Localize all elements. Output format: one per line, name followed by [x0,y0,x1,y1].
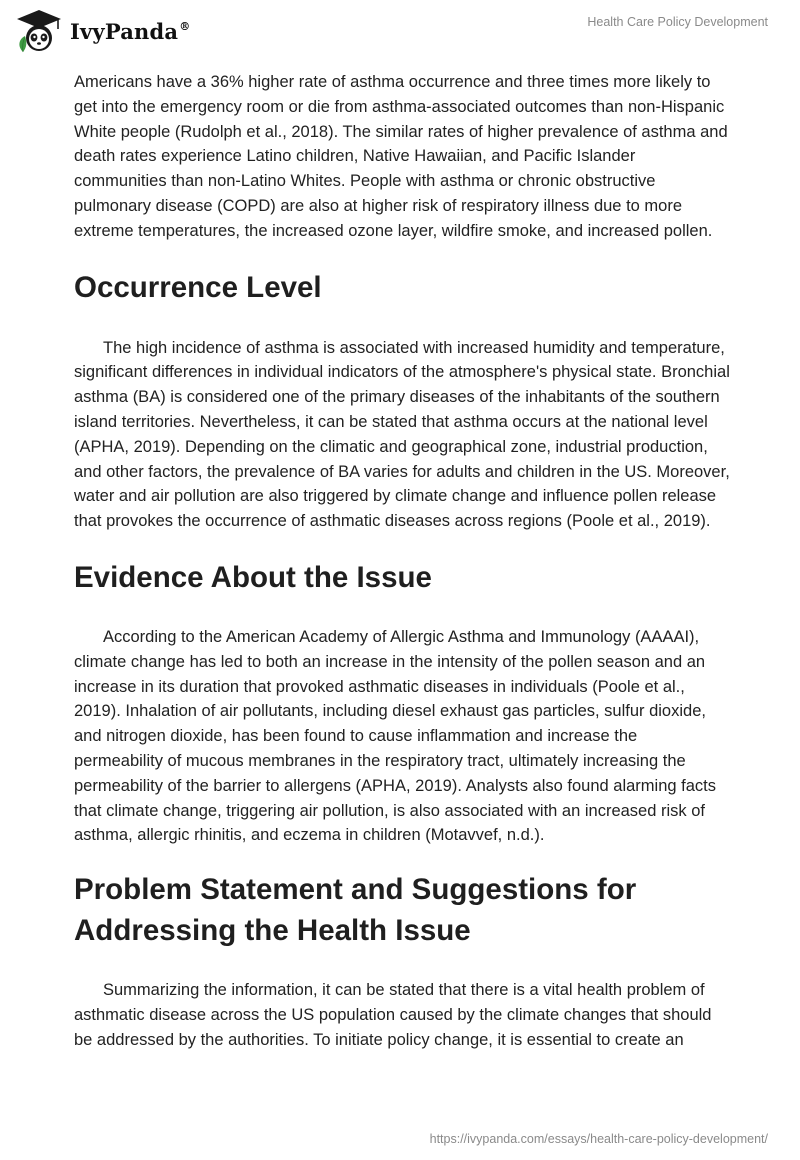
ivypanda-logo[interactable] [14,9,190,53]
heading-problem-statement: Problem Statement and Suggestions for Addressing the Health Issue [74,873,637,948]
registered-mark: ® [179,19,191,33]
brand-name-text: IvyPanda [70,18,179,44]
heading-occurrence-level: Occurrence Level [74,270,322,304]
paragraph-problem-statement: Summarizing the information, it can be stated that there is a vital health problem of asthmatic disease across the US population caused by the climate changes that should be addressed by the authorities. To initiate policy change, it is essential to create an [74,981,712,1049]
intro-paragraph: Americans have a 36% higher rate of asthma occurrence and three times more likely to get into the emergency room or die from asthma-associated outcomes than non-Hispanic White people (Rudolph et al., 2018). The similar rates of higher prevalence of asthma and death rates experience Latino children, Native Hawaiian, and Pacific Islander communities than non-Latino Whites. People with asthma or chronic obstructive pulmonary disease (COPD) are also at higher risk of respiratory illness due to more extreme temperatures, the increased ozone layer, wildfire smoke, and increased pollen. [74,73,728,240]
heading-evidence-about-the-issue: Evidence About the Issue [74,560,432,594]
panda-graduate-icon [14,9,64,53]
article-body [74,70,730,1053]
document-title: Health Care Policy Development [587,15,768,29]
footer-url[interactable]: https://ivypanda.com/essays/health-care-policy-development/ [429,1132,768,1146]
paragraph-occurrence-level: The high incidence of asthma is associated with increased humidity and temperature, significant differences in individual indicators of the atmosphere's physical state. Bronchial asthma (BA) is considered one of the primary diseases of the inhabitants of the southern island territories. Nevertheless, it can be stated that asthma occurs at the national level (APHA, 2019). Depending on the climatic and geographical zone, industrial production, and other factors, the prevalence of BA varies for adults and children in the US. Moreover, water and air pollution are also triggered by climate change and influence pollen release that provokes the occurrence of asthmatic diseases across regions (Poole et al., 2019). [74,338,730,531]
page-header [0,0,800,60]
paragraph-evidence-about-the-issue: According to the American Academy of Allergic Asthma and Immunology (AAAAI), climate change has led to both an increase in the intensity of the pollen season and an increase in its duration that provoked asthmatic diseases in individuals (Poole et al., 2019). Inhalation of air pollutants, including diesel exhaust gas particles, sulfur dioxide, and nitrogen dioxide, has been found to cause inflammation and increase the permeability of mucous membranes in the respiratory tract, ultimately increasing the permeability of the barrier to allergens (APHA, 2019). Analysts also found alarming facts that climate change, triggering air pollution, is also associated with an increased risk of asthma, allergic rhinitis, and eczema in children (Motavvef, n.d.). [74,627,716,845]
brand-name [70,19,190,44]
